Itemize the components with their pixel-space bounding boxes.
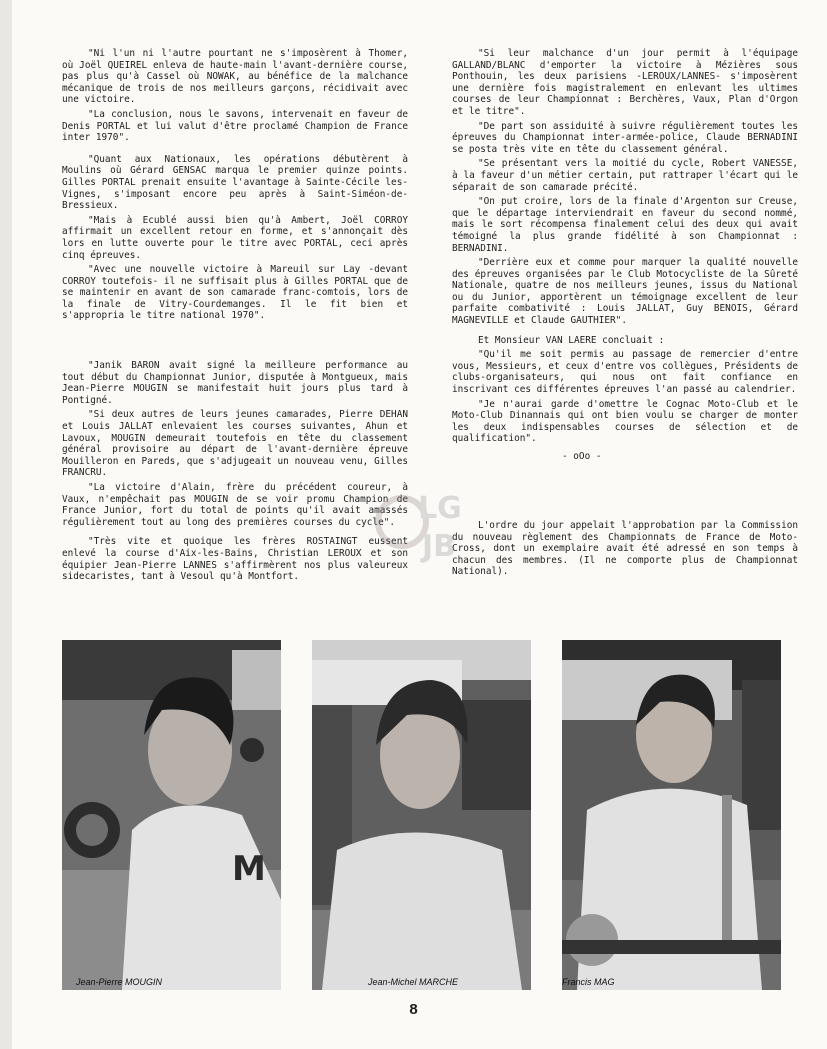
watermark-logo — [372, 480, 482, 570]
paragraph: "Très vite et quoique les frères ROSTAINGT eussent enlevé la course d'Aix-les-Bains, Christian LEROUX et son équipier Jean-Pierre LANNES s'affirmèrent nos plus valeureux sidecaristes, tant à Vesoul qu'à Montfort. — [62, 536, 408, 583]
paragraph: "Qu'il me soit permis au passage de remercier d'entre vous, Messieurs, et ceux d'entre vos collègues, Présidents de clubs-organisateurs, qui nous ont fait confiance en inscrivant ces différentes épreuves l'an passé au calendrier. — [452, 349, 798, 396]
right-column-part1 — [452, 48, 798, 463]
section-end-mark: - oOo - — [562, 451, 602, 462]
paragraph: "Quant aux Nationaux, les opérations débutèrent à Moulins où Gérard GENSAC marqua le premier quinze points. Gilles PORTAL prenait ensuite l'avantage à Sainte-Cécile les-Vignes, s'imposant encore peu après à Saint-Siméon-de-Bressieux. — [62, 153, 408, 212]
paragraph: "Je n'aurai garde d'omettre le Cognac Moto-Club et le Moto-Club Dinannais qui ont bien voulu se charger de monter les deux indispensables courses de sélection et de qualification". — [452, 398, 798, 445]
paragraph: "Derrière eux et comme pour marquer la qualité nouvelle des épreuves organisées par le Club Motocycliste de la Sûreté Nationale, quatre de nos meilleurs jeunes, issus du National ou du Junior, apportèrent un témoignage excellent de leur parfaite combativité : Louis JALLAT, Guy BENOIS, Gérard MAGNEVILLE et Claude GAUTHIER". — [452, 257, 798, 327]
photo-rider-3 — [562, 640, 781, 990]
paragraph: "Janik BARON avait signé la meilleure performance au tout début du Championnat Junior, disputée à Montgueux, mais Jean-Pierre MOUGIN se manifestait huit jours plus tard à Pontigné. — [62, 360, 408, 406]
photo-rider-1 — [62, 640, 281, 990]
left-column-part2 — [62, 360, 408, 586]
paragraph: "Avec une nouvelle victoire à Mareuil sur Lay -devant CORROY toutefois- il ne suffisait plus à Gilles PORTAL que de se maintenir en avant de son camarade franc-comtois, lors de la finale de Vitry-Courdemanges. Il le fit bien et s'appropria le titre national 1970". — [62, 264, 408, 322]
svg-text:M: M — [232, 849, 266, 889]
paragraph: "Ni l'un ni l'autre pourtant ne s'imposèrent à Thomer, où Joël QUEIREL enleva de haute-main l'avant-dernière course, pas plus qu'à Cassel où NOWAK, au bénéfice de la malchance mécanique de trois de nos meilleurs garçons, récidivait avec une victoire. — [62, 48, 408, 106]
photo-caption: Francis MAG — [562, 977, 615, 987]
photo-caption: Jean-Pierre MOUGIN — [76, 977, 163, 987]
paragraph: "De part son assiduité à suivre régulièrement toutes les épreuves du Championnat inter-armée-police, Claude BERNADINI se posta très vite en tête du classement général. — [452, 120, 798, 155]
page-number: 8 — [409, 1001, 418, 1018]
paragraph: "Si deux autres de leurs jeunes camarades, Pierre DEHAN et Louis JALLAT enlevaient les courses suivantes, Ahun et Lavoux, MOUGIN demeurait toutefois en tête du classement général provisoire au départ de l'avant-dernière épreuve Mouilleron en Pareds, que s'adjugeait un nouveau venu, Gilles FRANCRU. — [62, 409, 408, 479]
right-column-part2 — [452, 520, 798, 581]
paragraph: "Si leur malchance d'un jour permit à l'équipage GALLAND/BLANC d'emporter la victoire à Mézières sous Ponthouin, les deux parisiens -LEROUX/LANNES- s'imposèrent une dernière fois magistralement en enlevant les ultimes courses de leur Championnat : Berchères, Vaux, Plan d'Orgon et le titre". — [452, 48, 798, 117]
paragraph: "La conclusion, nous le savons, intervenait en faveur de Denis PORTAL et lui valut d'être proclamé Champion de France inter 1970". — [62, 108, 408, 144]
paragraph: "Se présentant vers la moitié du cycle, Robert VANESSE, à la faveur d'un métier certain, put rattraper l'écart qui le séparait de son camarade précité. — [452, 158, 798, 193]
svg-text:JB: JB — [422, 529, 457, 564]
paragraph: L'ordre du jour appelait l'approbation par la Commission du nouveau règlement des Championnats de France de Moto-Cross, dont un exemplaire avait été adressé en son temps à chacun des membres. (Il ne comporte plus de Championnat National). — [452, 520, 798, 578]
paragraph: "La victoire d'Alain, frère du précédent coureur, à Vaux, n'empêchait pas MOUGIN de se voir promu Champion de France Junior, fort du total de points qu'il avait amassés régulièrement tout au long des premières courses du cycle". — [62, 481, 408, 528]
svg-text:LG: LG — [418, 491, 462, 526]
paragraph: "On put croire, lors de la finale d'Argenton sur Creuse, que le départage interviendrait en faveur du second nommé, mais le sort récompensa finalement celui des deux qui avait témoigné la plus grande fidélité à son Championnat : BERNADINI. — [452, 196, 798, 254]
paragraph: "Mais à Ecublé aussi bien qu'à Ambert, Joël CORROY affirmait un excellent retour en forme, et s'annonçait dès lors en lutte ouverte pour le titre avec PORTAL, ceci après cinq épreuves. — [62, 214, 408, 261]
photo-rider-2 — [312, 640, 531, 990]
paragraph: Et Monsieur VAN LAERE concluait : — [478, 334, 665, 346]
photo-caption: Jean-Michel MARCHE — [368, 977, 459, 987]
left-column-part1 — [62, 48, 408, 325]
